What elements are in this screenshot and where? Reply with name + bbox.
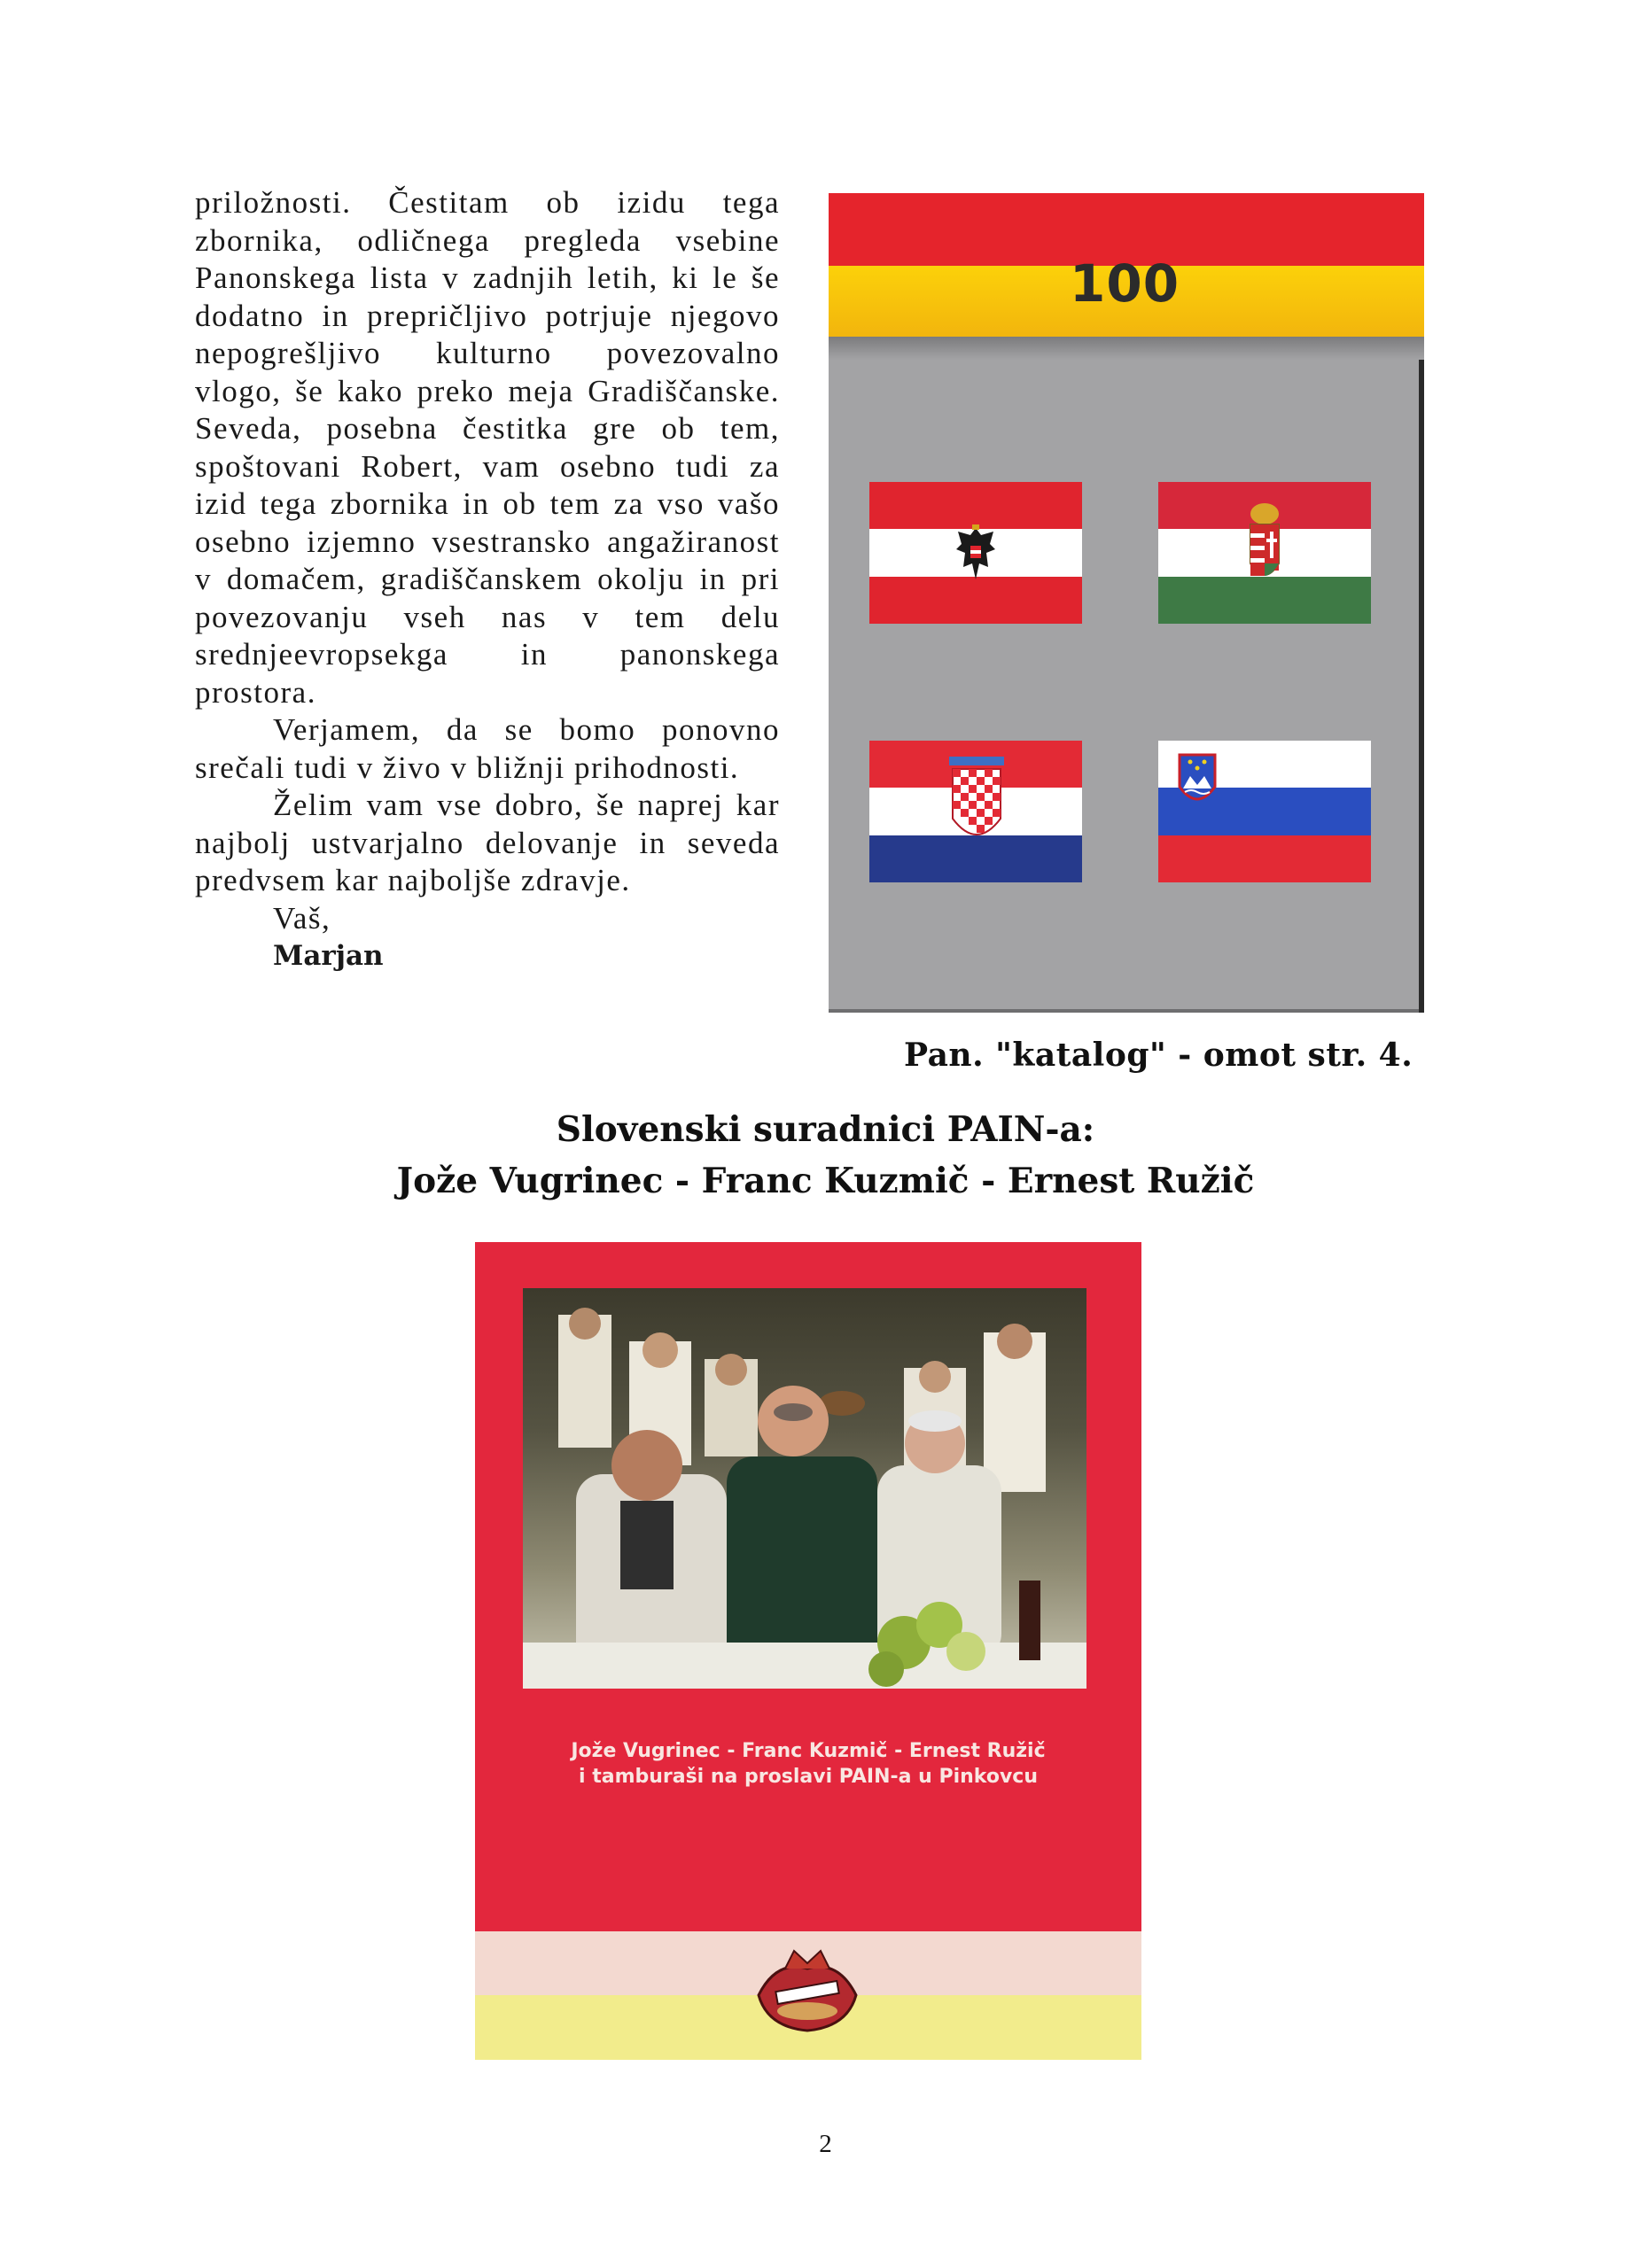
section-heading-line1: Slovenski suradnici PAIN-a:	[556, 1109, 1095, 1150]
hungary-coat-of-arms-icon	[1245, 501, 1284, 594]
letter-text	[195, 184, 780, 975]
section-heading-line2: Jože Vugrinec - Franc Kuzmič - Ernest Ružič	[396, 1161, 1255, 1201]
pain-cover-caption	[525, 1738, 1092, 1790]
austria-eagle-icon	[954, 523, 997, 583]
pain-cover-image	[475, 1242, 1141, 2060]
cover-number: 100	[1070, 253, 1180, 314]
letter-paragraph-3: Želim vam vse dobro, še naprej kar najbolj ustvarjalno delovanje in seveda predvsem kar najboljše zdravje.	[195, 788, 780, 897]
letter-paragraph-2: Verjamem, da se bomo ponovno srečali tudi v živo v bližnji prihodnosti.	[195, 712, 780, 785]
slovenia-coat-of-arms-icon	[1178, 753, 1217, 810]
group-photo	[523, 1288, 1086, 1689]
group-photo-illustration	[523, 1288, 1086, 1689]
croatia-coat-of-arms-icon	[946, 753, 1008, 858]
croatia-flag-icon	[869, 741, 1082, 882]
pain-caption-line1: Jože Vugrinec - Franc Kuzmič - Ernest Ružič	[571, 1740, 1046, 1762]
hungary-flag-icon	[1158, 482, 1371, 624]
pain-logo-icon	[741, 1942, 874, 2039]
catalog-cover-image	[829, 193, 1424, 1013]
page-number: 2	[819, 2130, 832, 2158]
pain-caption-line2: i tamburaši na proslavi PAIN-a u Pinkovcu	[579, 1766, 1038, 1788]
letter-closing: Vaš,	[273, 900, 331, 936]
slovenia-flag-icon	[1158, 741, 1371, 882]
letter-signature: Marjan	[273, 940, 384, 972]
letter-paragraph-1: priložnosti. Čestitam ob izidu tega zbornika, odličnega pregleda vsebine Panonskega lista v zadnjih letih, ki le še dodatno in prepričljivo potrjuje njegovo nepogrešljivo kulturno povezovalno vlogo, še kako preko meja Gradiščanske. Seveda, posebna čestitka gre ob tem, spoštovani Robert, vam osebno tudi za izid tega zbornika in ob tem za vso vašo osebno izjemno vsestransko angažiranost v domačem, gradiščanskem okolju in pri povezovanju vseh nas v tem delu srednjeevropsekga in panonskega prostora.	[195, 185, 780, 710]
catalog-caption: Pan. "katalog" - omot str. 4.	[904, 1037, 1413, 1074]
cover-shade	[829, 337, 1424, 360]
austria-flag-icon	[869, 482, 1082, 624]
